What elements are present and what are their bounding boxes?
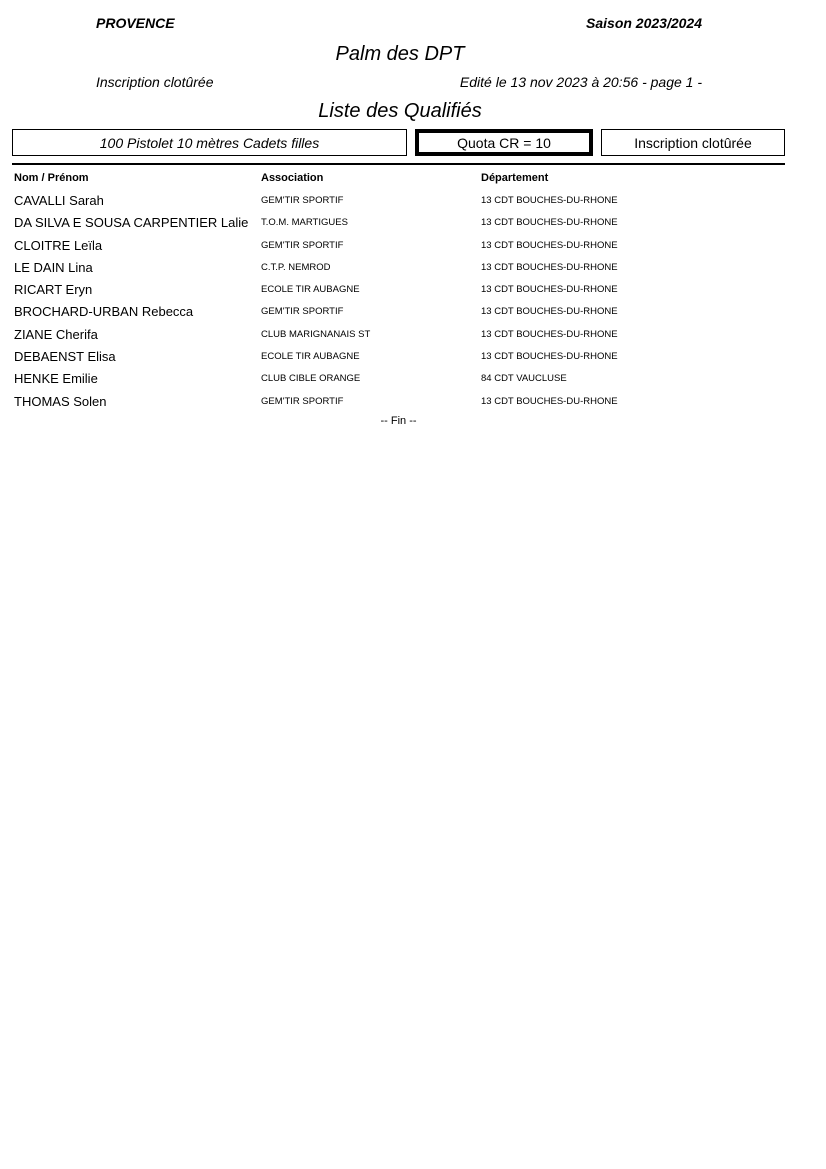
athlete-name: THOMAS Solen <box>14 393 107 409</box>
athlete-department: 13 CDT BOUCHES-DU-RHONE <box>481 395 618 407</box>
athlete-association: ECOLE TIR AUBAGNE <box>261 351 360 363</box>
athlete-association: GEM'TIR SPORTIF <box>261 195 344 206</box>
athlete-association: C.T.P. NEMROD <box>261 261 331 273</box>
athlete-association: GEM'TIR SPORTIF <box>261 306 344 318</box>
table-row <box>0 257 826 279</box>
athlete-department: 13 CDT BOUCHES-DU-RHONE <box>481 284 618 296</box>
column-header-name: Nom / Prénom <box>14 172 89 184</box>
table-row <box>0 212 826 234</box>
athlete-department: 13 CDT BOUCHES-DU-RHONE <box>481 306 618 318</box>
page-title: Palm des DPT <box>335 43 465 65</box>
table-row <box>0 190 826 212</box>
athlete-association: CLUB MARIGNANAIS ST <box>261 328 371 340</box>
end-marker: -- Fin -- <box>380 415 417 427</box>
table-row <box>0 368 826 390</box>
column-header-department: Département <box>481 172 549 184</box>
athlete-name: CAVALLI Sarah <box>14 193 104 208</box>
athlete-name: RICART Eryn <box>14 282 93 298</box>
season-label: Saison 2023/2024 <box>586 15 702 31</box>
athlete-name: DEBAENST Elisa <box>14 349 116 365</box>
athlete-name: LE DAIN Lina <box>14 259 93 275</box>
athlete-department: 84 CDT VAUCLUSE <box>481 373 567 385</box>
table-row <box>0 279 826 301</box>
status-box <box>601 129 785 156</box>
athlete-department: 13 CDT BOUCHES-DU-RHONE <box>481 239 618 251</box>
athlete-department: 13 CDT BOUCHES-DU-RHONE <box>481 351 618 363</box>
athlete-name: CLOITRE Leïla <box>14 237 103 253</box>
athlete-association: GEM'TIR SPORTIF <box>261 395 344 407</box>
athlete-association: GEM'TIR SPORTIF <box>261 239 344 251</box>
event-box <box>12 129 407 156</box>
table-row <box>0 324 826 346</box>
quota-label: Quota CR = 10 <box>457 134 551 151</box>
edition-info: Edité le 13 nov 2023 à 20:56 - page 1 - <box>459 74 702 90</box>
athlete-association: CLUB CIBLE ORANGE <box>261 373 361 385</box>
region-label: PROVENCE <box>96 15 175 31</box>
athlete-name: BROCHARD-URBAN Rebecca <box>14 304 194 320</box>
athlete-department: 13 CDT BOUCHES-DU-RHONE <box>481 328 618 340</box>
table-row <box>0 391 826 413</box>
list-title: Liste des Qualifiés <box>318 100 482 122</box>
qualified-list <box>0 190 826 413</box>
column-header-association: Association <box>261 172 324 184</box>
event-label: 100 Pistolet 10 mètres Cadets filles <box>99 134 320 151</box>
athlete-name: HENKE Emilie <box>14 371 98 387</box>
status-label: Inscription clotûrée <box>634 134 752 151</box>
table-row <box>0 346 826 368</box>
athlete-association: T.O.M. MARTIGUES <box>261 217 348 229</box>
table-row <box>0 301 826 323</box>
athlete-association: ECOLE TIR AUBAGNE <box>261 284 360 296</box>
quota-box <box>415 129 593 156</box>
athlete-name: DA SILVA E SOUSA CARPENTIER Lalie <box>14 215 249 231</box>
athlete-department: 13 CDT BOUCHES-DU-RHONE <box>481 195 618 206</box>
athlete-department: 13 CDT BOUCHES-DU-RHONE <box>481 261 618 273</box>
header-divider <box>12 163 785 165</box>
athlete-department: 13 CDT BOUCHES-DU-RHONE <box>481 217 618 229</box>
athlete-name: ZIANE Cherifa <box>14 326 98 342</box>
table-row <box>0 235 826 257</box>
registration-status: Inscription clotûrée <box>96 74 214 90</box>
